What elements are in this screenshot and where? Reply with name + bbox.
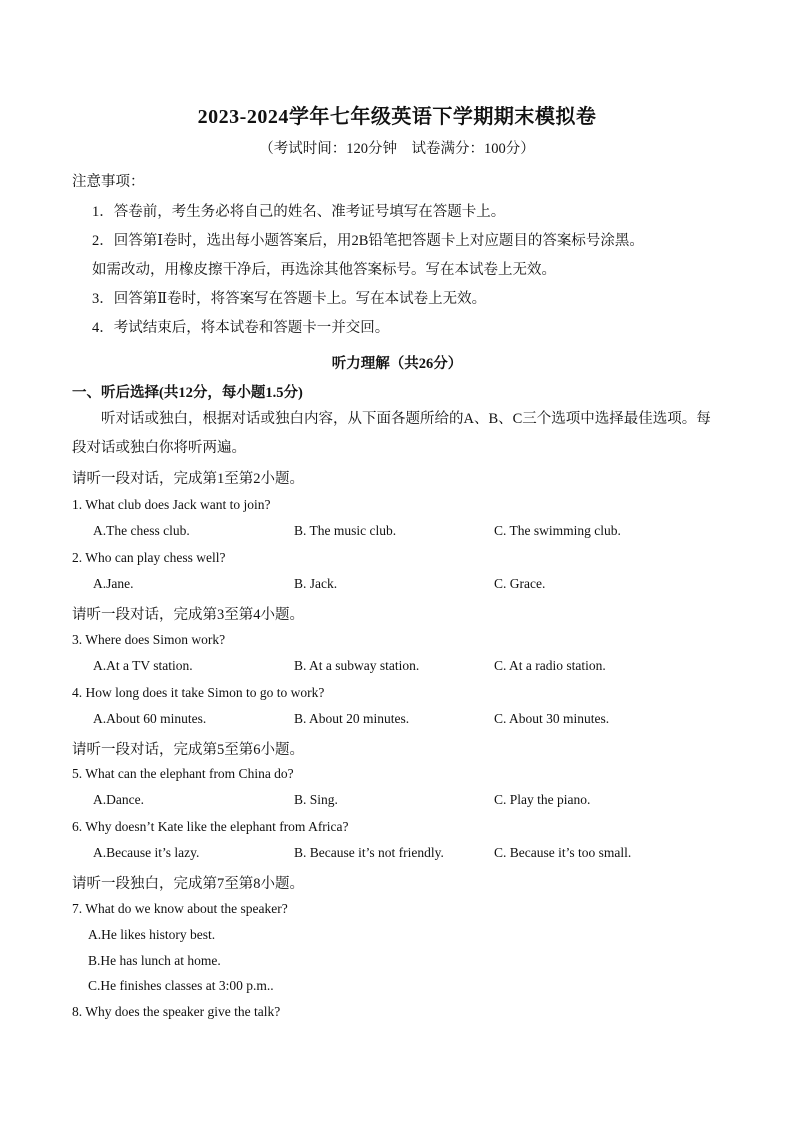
question-2-option-a: A.Jane. bbox=[93, 576, 134, 591]
question-1-option-b: B. The music club. bbox=[294, 523, 397, 538]
group-instruction-4: 请听一段独白，完成第7至第8小题。 bbox=[72, 876, 304, 892]
question-6-option-b: B. Because it’s not friendly. bbox=[294, 845, 444, 860]
question-8: 8. Why does the speaker give the talk? bbox=[72, 1004, 281, 1019]
question-1: 1. What club does Jack want to join? bbox=[72, 497, 271, 512]
part-title: 一、听后选择(共12分，每小题1.5分) bbox=[72, 385, 303, 401]
note-item-4: 4．考试结束后，将本试卷和答题卡一并交回。 bbox=[92, 320, 390, 336]
note-item-1: 1．答卷前，考生务必将自己的姓名、准考证号填写在答题卡上。 bbox=[92, 204, 506, 220]
question-2: 2. Who can play chess well? bbox=[72, 550, 226, 565]
question-7-option-a: A.He likes history best. bbox=[88, 927, 216, 942]
group-instruction-1: 请听一段对话，完成第1至第2小题。 bbox=[72, 471, 304, 487]
question-5-option-b: B. Sing. bbox=[294, 792, 338, 807]
question-5: 5. What can the elephant from China do? bbox=[72, 766, 294, 781]
question-7-option-b: B.He has lunch at home. bbox=[88, 953, 221, 968]
question-2-option-b: B. Jack. bbox=[294, 576, 338, 591]
question-6: 6. Why doesn’t Kate like the elephant from Africa? bbox=[72, 819, 349, 834]
question-5-option-a: A.Dance. bbox=[93, 792, 144, 807]
group-instruction-2: 请听一段对话，完成第3至第4小题。 bbox=[72, 607, 304, 623]
note-item-2: 2．回答第Ⅰ卷时，选出每小题答案后，用2B铅笔把答题卡上对应题目的答案标号涂黑。 bbox=[92, 233, 644, 249]
question-6-option-a: A.Because it’s lazy. bbox=[93, 845, 200, 860]
question-1-option-c: C. The swimming club. bbox=[494, 523, 621, 538]
question-4-option-c: C. About 30 minutes. bbox=[494, 711, 610, 726]
exam-title: 2023-2024学年七年级英语下学期期末模拟卷 bbox=[197, 106, 597, 128]
question-6-option-c: C. Because it’s too small. bbox=[494, 845, 632, 860]
question-3: 3. Where does Simon work? bbox=[72, 632, 226, 647]
question-5-option-c: C. Play the piano. bbox=[494, 792, 591, 807]
group-instruction-3: 请听一段对话，完成第5至第6小题。 bbox=[72, 742, 304, 758]
question-3-option-b: B. At a subway station. bbox=[294, 658, 420, 673]
notes-heading: 注意事项： bbox=[72, 174, 145, 190]
note-item-3: 3．回答第Ⅱ卷时，将答案写在答题卡上。写在本试卷上无效。 bbox=[92, 291, 487, 307]
part-instructions: 听对话或独白，根据对话或独白内容，从下面各题所给的A、B、C三个选项中选择最佳选项。每段对话或独白你将听两遍。 bbox=[72, 411, 711, 456]
question-4: 4. How long does it take Simon to go to work? bbox=[72, 685, 325, 700]
exam-subtitle: （考试时间：120分钟 试卷满分：100分） bbox=[259, 141, 535, 157]
question-1-option-a: A.The chess club. bbox=[93, 523, 190, 538]
question-4-option-a: A.About 60 minutes. bbox=[93, 711, 207, 726]
question-7: 7. What do we know about the speaker? bbox=[72, 901, 288, 916]
question-3-option-c: C. At a radio station. bbox=[494, 658, 606, 673]
question-2-option-c: C. Grace. bbox=[494, 576, 546, 591]
section-title: 听力理解（共26分） bbox=[331, 356, 463, 372]
note-item-2-continued: 如需改动，用橡皮擦干净后，再选涂其他答案标号。写在本试卷上无效。 bbox=[92, 262, 556, 278]
question-4-option-b: B. About 20 minutes. bbox=[294, 711, 410, 726]
question-7-option-c: C.He finishes classes at 3:00 p.m.. bbox=[88, 978, 274, 993]
question-3-option-a: A.At a TV station. bbox=[93, 658, 193, 673]
